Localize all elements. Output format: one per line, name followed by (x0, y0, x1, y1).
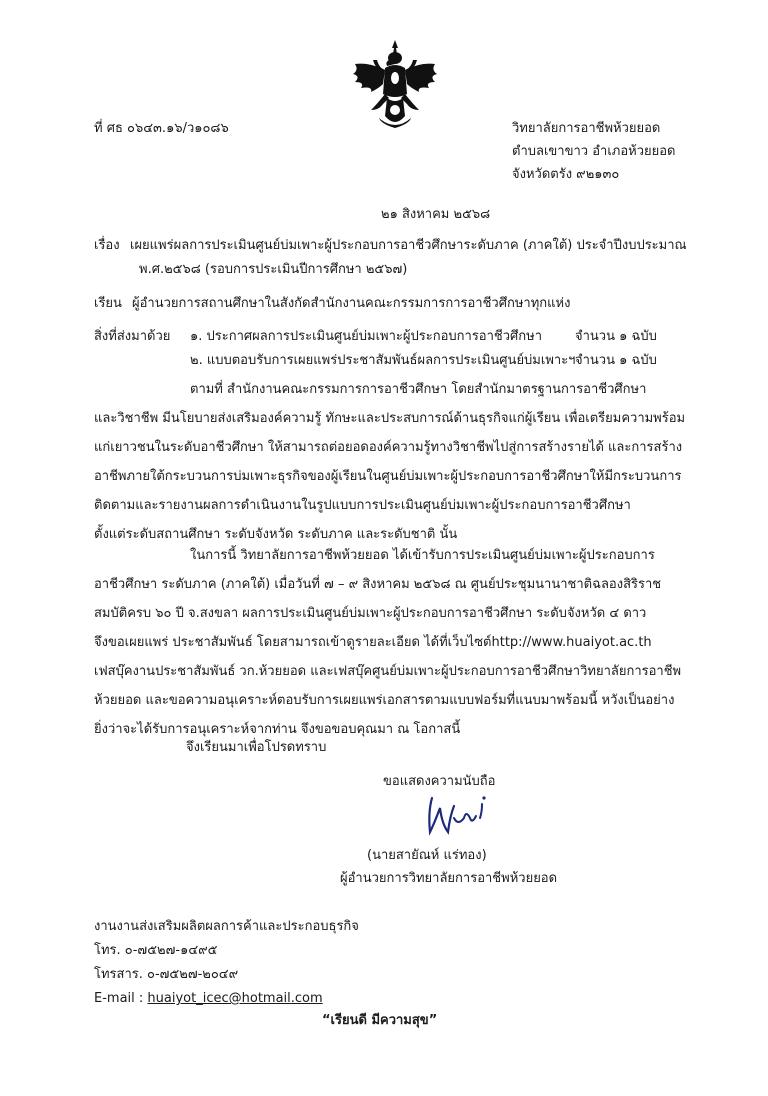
enclosure-qty: จำนวน ๑ ฉบับ (575, 353, 657, 368)
enclosure-item: ๑. ประกาศผลการประเมินศูนย์บ่มเพาะผู้ประกอบการอาชีวศึกษา (190, 329, 543, 344)
paragraph-line: ตั้งแต่ระดับสถานศึกษา ระดับจังหวัด ระดับภาค และระดับชาติ นั้น (94, 527, 458, 542)
body-paragraph-2 (94, 541, 694, 744)
subject-line2: พ.ศ.๒๕๖๘ (รอบการประเมินปีการศึกษา ๒๕๖๗) (139, 262, 408, 277)
closing-salutation: ขอแสดงความนับถือ (383, 774, 496, 789)
letter-date: ๒๑ สิงหาคม ๒๕๖๘ (381, 207, 491, 222)
signer-title: ผู้อำนวยการวิทยาลัยการอาชีพห้วยยอด (340, 871, 558, 886)
paragraph-line: ติดตามและรายงานผลการดำเนินงานในรูปแบบการประเมินศูนย์บ่มเพาะผู้ประกอบการอาชีวศึกษา (94, 498, 631, 513)
contact-fax: โทรสาร. ๐-๗๕๒๗-๒๐๔๙ (94, 967, 239, 982)
garuda-emblem-icon (349, 38, 441, 132)
signer-name: (นายสายัณห์ แร่ทอง) (367, 848, 487, 863)
motto: “เรียนดี มีความสุข” (322, 1013, 438, 1028)
contact-department: งานงานส่งเสริมผลิตผลการค้าและประกอบธุรกิจ (94, 919, 359, 934)
paragraph-line: สมบัติครบ ๖๐ ปี จ.สงขลา ผลการประเมินศูนย์บ่มเพาะผู้ประกอบการอาชีวศึกษา ระดับจังหวัด ๔ ดาว (94, 606, 647, 621)
enclosure-qty: จำนวน ๑ ฉบับ (575, 329, 657, 344)
email-link[interactable]: huaiyot_icec@hotmail.com (147, 991, 323, 1006)
paragraph-line: ตามที่ สำนักงานคณะกรรมการการอาชีวศึกษา โดยสำนักมาตรฐานการอาชีวศึกษา (190, 382, 647, 397)
subject-line1: เผยแพร่ผลการประเมินศูนย์บ่มเพาะผู้ประกอบการอาชีวศึกษาระดับภาค (ภาคใต้) ประจำปีงบประมาณ (130, 238, 687, 253)
sender-address-line1: ตำบลเขาขาว อำเภอห้วยยอด (512, 144, 676, 159)
closing-request: จึงเรียนมาเพื่อโปรดทราบ (186, 740, 327, 755)
subject-label: เรื่อง (94, 238, 120, 253)
paragraph-line: เฟสบุ๊คงานประชาสัมพันธ์ วก.ห้วยยอด และเฟสบุ๊คศูนย์บ่มเพาะผู้ประกอบการอาชีวศึกษาวิทยาลัยการอาชีพ (94, 664, 682, 679)
contact-email-row (94, 990, 323, 1007)
sender-address-line2: จังหวัดตรัง ๙๒๑๓๐ (512, 167, 620, 182)
email-label: E-mail : (94, 991, 144, 1006)
paragraph-line: ยิ่งว่าจะได้รับการอนุเคราะห์จากท่าน จึงขอขอบคุณมา ณ โอกาสนี้ (94, 722, 461, 737)
paragraph-line: จึงขอเผยแพร่ ประชาสัมพันธ์ โดยสามารถเข้าดูรายละเอียด ได้ที่เว็บไซต์http://www.huaiyot.ac.th (94, 635, 652, 650)
paragraph-line: และวิชาชีพ มีนโยบายส่งเสริมองค์ความรู้ ทักษะและประสบการณ์ด้านธุรกิจแก่ผู้เรียน เพื่อเตรียมความพร้อม (94, 411, 686, 426)
paragraph-line: แก่เยาวชนในระดับอาชีวศึกษา ให้สามารถต่อยอดองค์ความรู้ทางวิชาชีพไปสู่การสร้างรายได้ และการสร้าง (94, 440, 683, 455)
sender-name: วิทยาลัยการอาชีพห้วยยอด (512, 121, 661, 136)
reference-number: ที่ ศธ ๐๖๔๓.๑๖/ว๑๐๘๖ (94, 121, 229, 136)
signature-image (420, 788, 502, 840)
paragraph-line: ห้วยยอด และขอความอนุเคราะห์ตอบรับการเผยแพร่เอกสารตามแบบฟอร์มที่แนบมาพร้อมนี้ หวังเป็นอย่าง (94, 693, 675, 708)
to-label: เรียน (94, 296, 122, 311)
recipient: ผู้อำนวยการสถานศึกษาในสังกัดสำนักงานคณะกรรมการการอาชีวศึกษาทุกแห่ง (132, 296, 571, 311)
paragraph-line: อาชีวศึกษา ระดับภาค (ภาคใต้) เมื่อวันที่ ๗ – ๙ สิงหาคม ๒๕๖๘ ณ ศูนย์ประชุมนานาชาติฉลองสิริราช (94, 577, 662, 592)
paragraph-line: อาชีพภายใต้กระบวนการบ่มเพาะธุรกิจของผู้เรียนในศูนย์บ่มเพาะผู้ประกอบการอาชีวศึกษาให้มีกระบวนการ (94, 469, 682, 484)
body-paragraph-1 (94, 375, 694, 549)
enclosure-label: สิ่งที่ส่งมาด้วย (94, 329, 171, 344)
paragraph-line: ในการนี้ วิทยาลัยการอาชีพห้วยยอด ได้เข้ารับการประเมินศูนย์บ่มเพาะผู้ประกอบการ (190, 548, 655, 563)
enclosure-item: ๒. แบบตอบรับการเผยแพร่ประชาสัมพันธ์ผลการประเมินศูนย์บ่มเพาะฯ (190, 353, 576, 368)
contact-phone: โทร. ๐-๗๕๒๗-๑๔๙๕ (94, 943, 218, 958)
